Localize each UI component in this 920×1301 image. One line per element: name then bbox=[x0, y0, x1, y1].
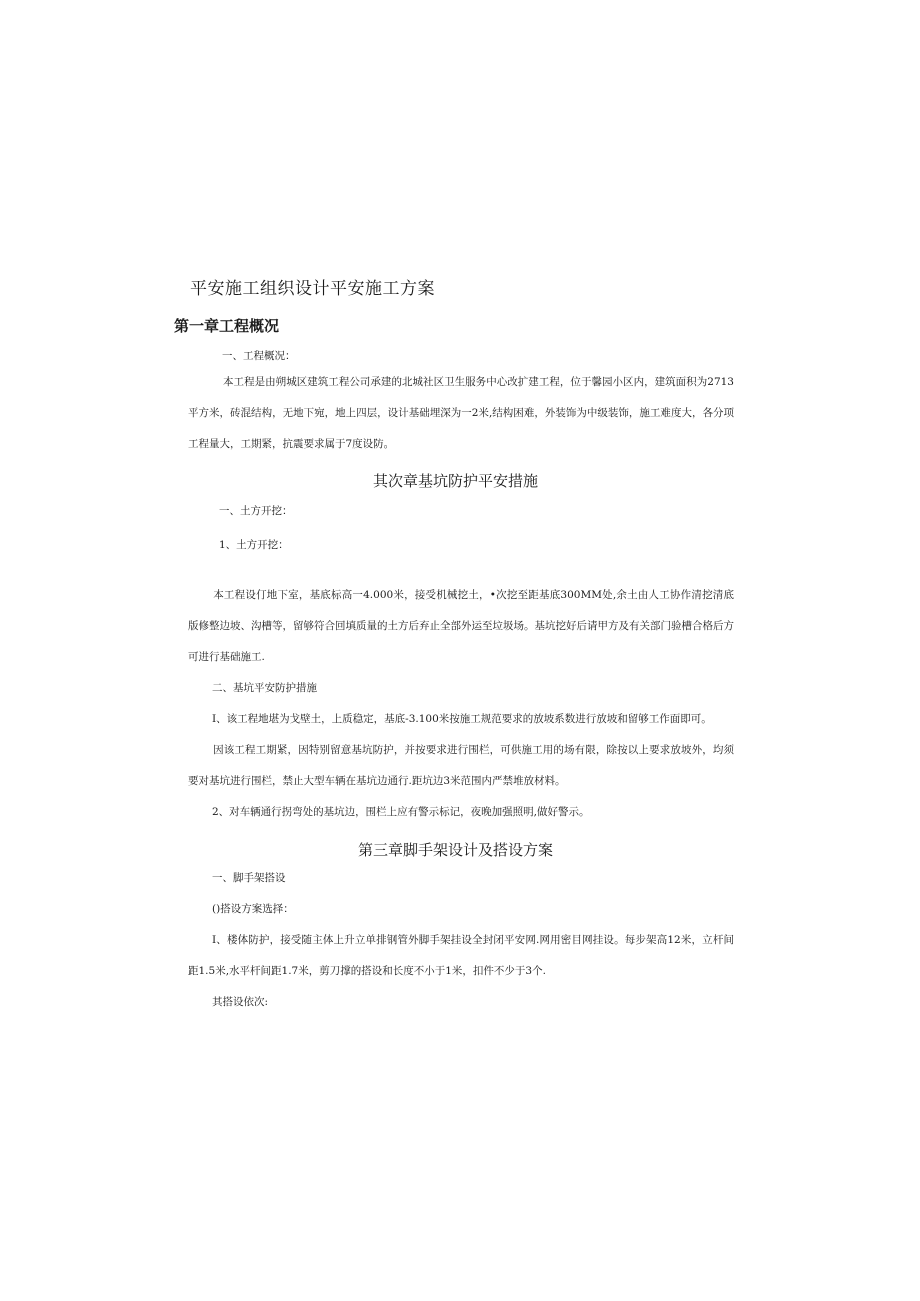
chapter1-heading: 第一章工程概况 bbox=[174, 317, 280, 335]
chapter3-subsection1-heading: ()搭设方案选择： bbox=[212, 903, 294, 915]
chapter2-paragraph1 bbox=[188, 580, 734, 673]
chapter1-section1-heading: 一、工程概况： bbox=[222, 350, 296, 362]
chapter2-section2-heading: 二、基坑平安防护措施 bbox=[212, 682, 317, 694]
chapter2-paragraph2-text: 因该工程工期紧，因特别留意基坑防护，并按要求进行围栏，可供施工用的场有限，除按以上要求放坡外，均须要对基坑进行围栏，禁止大型车辆在基坑边通行.距坑边3米范围内严禁堆放材料。 bbox=[188, 744, 734, 787]
chapter2-item2: 2、对车辆通行拐弯处的基坑边，围栏上应有警示标记，夜晚加强照明,做好警示。 bbox=[212, 806, 590, 818]
chapter2-section1-heading: 一、土方开挖： bbox=[219, 505, 293, 517]
chapter3-paragraph1-text: I、楼体防护，接受随主体上升立单排钢管外脚手架挂设全封闭平安网.网用密目网挂设。每步架高12米，立杆间距1.5米,水平杆间距1.7米，剪刀撑的搭设和长度不小于1米，扣件不少于3个. bbox=[188, 934, 734, 977]
chapter2-heading: 其次章基坑防护平安措施 bbox=[373, 472, 539, 490]
chapter3-paragraph1 bbox=[188, 925, 734, 987]
document-title: 平安施工组织设计平安施工方案 bbox=[190, 279, 435, 299]
chapter3-paragraph2: 其搭设依次: bbox=[212, 996, 269, 1008]
chapter2-paragraph1-text: 本工程设仃地下室，基底标高一4.000米，接受机械挖土，•次挖至距基底300MM处,余土由人工协作清挖清底版修整边坡、沟槽等，留够符合回填质量的土方后弃止全部外运至垃圾场。基坑挖好后请甲方及有关部门验槽合格后方可进行基础施工. bbox=[188, 589, 734, 663]
chapter1-paragraph1 bbox=[188, 367, 734, 460]
chapter2-subsection1-heading: 1、土方开挖： bbox=[219, 539, 289, 551]
chapter1-paragraph1-text: 本工程是由朔城区建筑工程公司承建的北城社区卫生服务中心改扩建工程，位于馨园小区内，建筑面积为2713平方米，砖混结构，无地下宛，地上四层，设计基础埋深为一2米,结构困难，外装饰为中级装饰，施工难度大，各分项工程量大，工期紧，抗震要求属于7度设防。 bbox=[188, 376, 734, 450]
chapter3-section1-heading: 一、脚手架搭设 bbox=[212, 872, 286, 884]
chapter3-heading: 第三章脚手架设计及搭设方案 bbox=[358, 841, 554, 859]
chapter2-paragraph2 bbox=[188, 735, 734, 797]
chapter2-item1: I、该工程地堪为戈壁土，上质稳定，基底-3.100米按施工规范要求的放坡系数进行放坡和留够工作面即可。 bbox=[212, 713, 712, 725]
